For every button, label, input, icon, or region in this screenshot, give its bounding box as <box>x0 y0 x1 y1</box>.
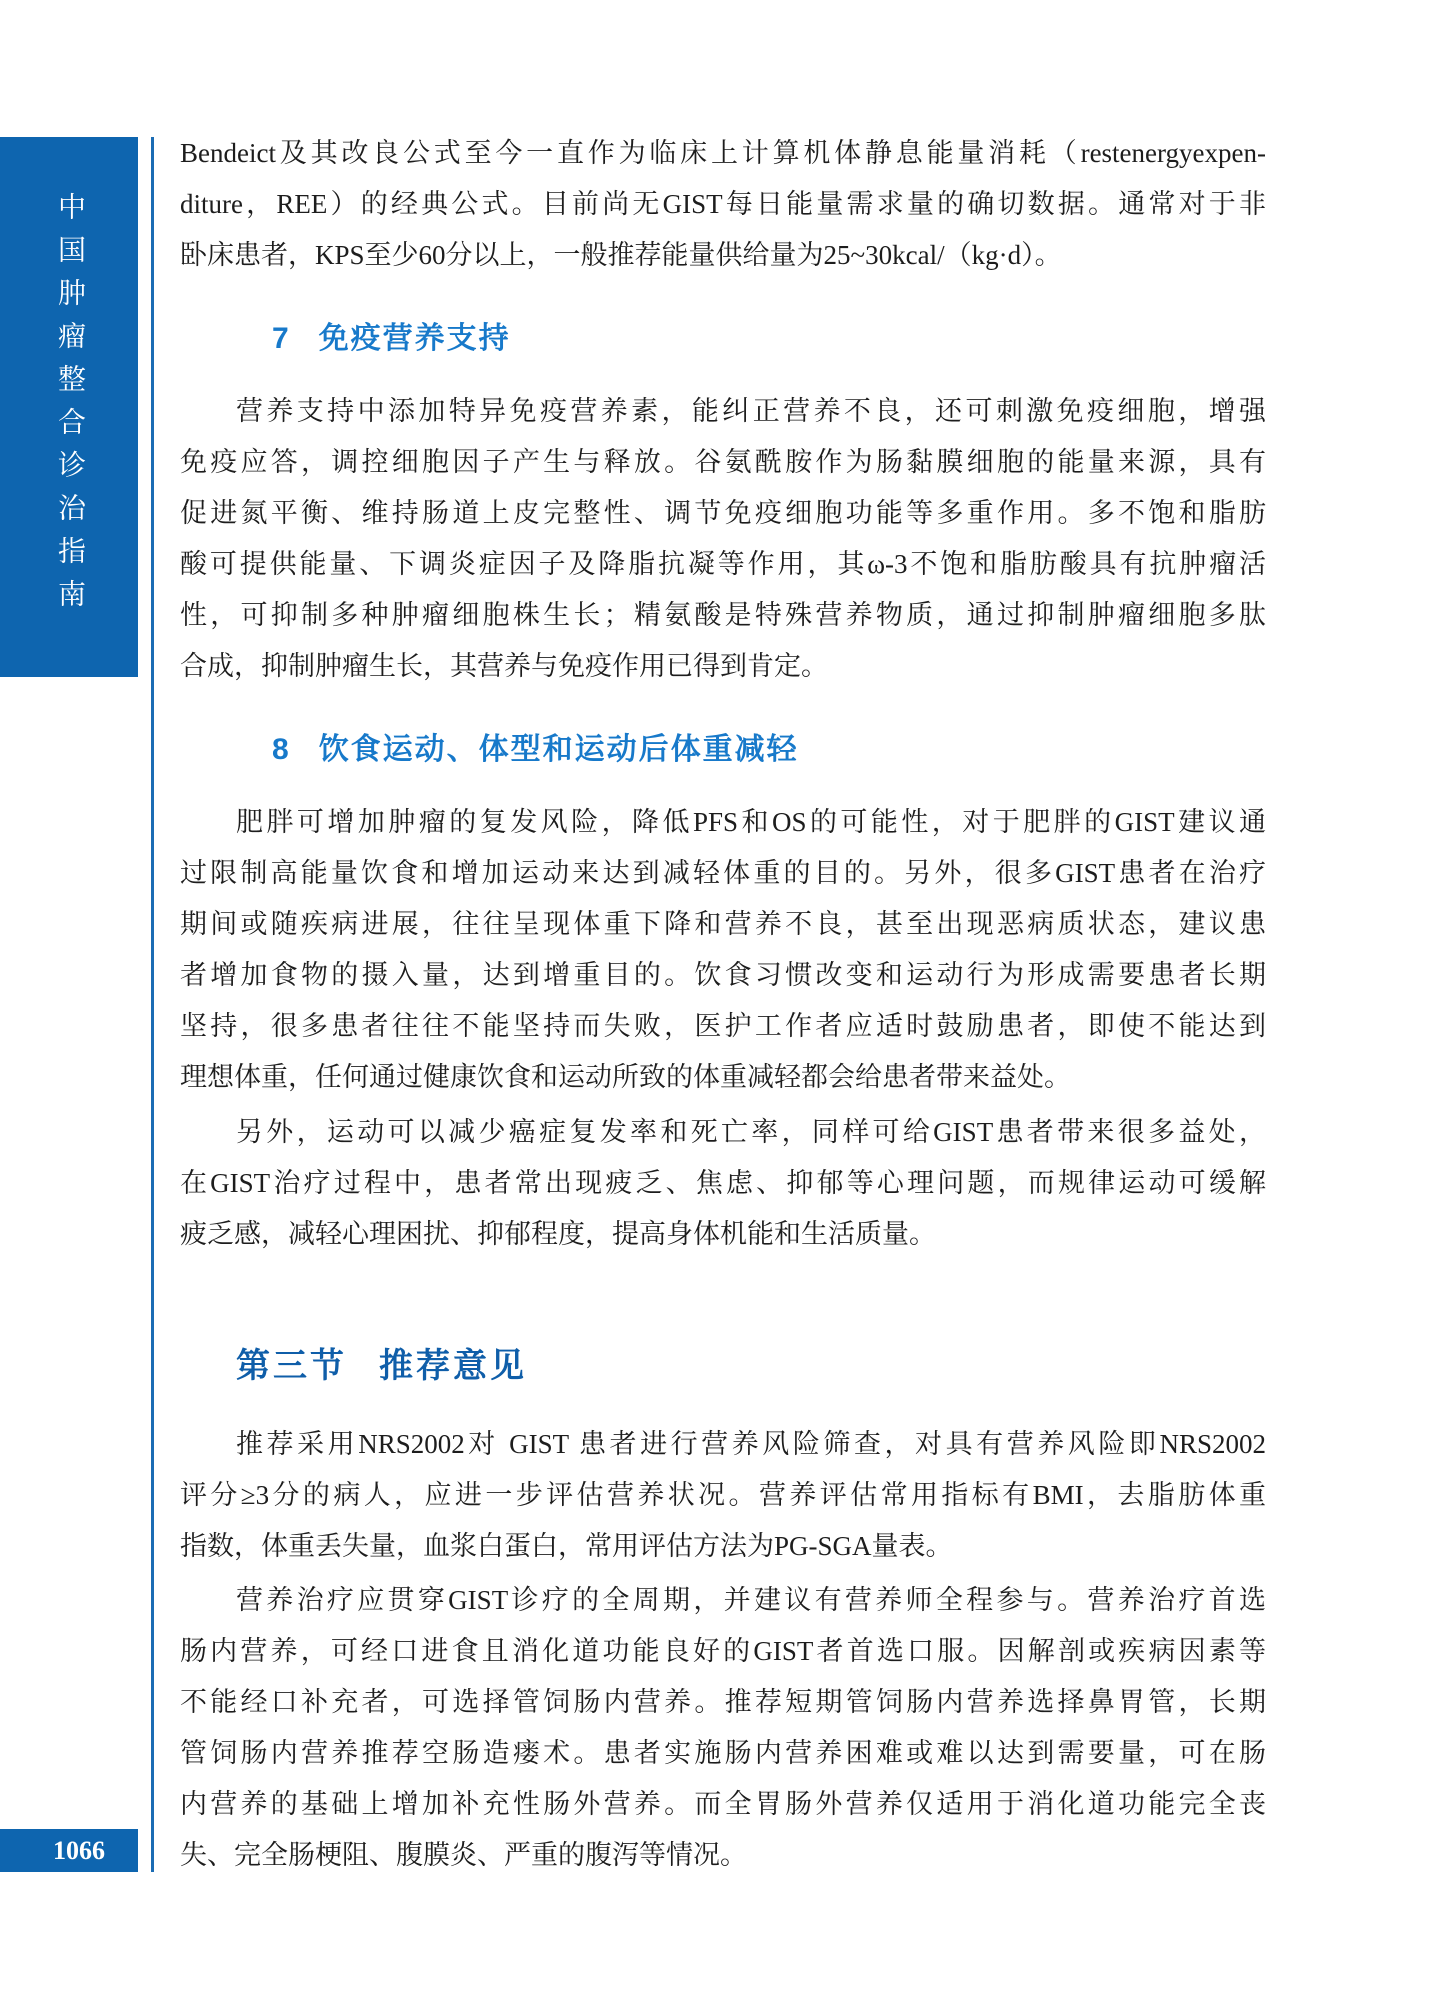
spine-title: 中国肿瘤整合诊治指南 <box>54 192 85 622</box>
paragraph-line: 坚持，很多患者往往不能坚持而失败，医护工作者应适时鼓励患者，即使不能达到 <box>180 1011 1266 1041</box>
paragraph-line: 理想体重，任何通过健康饮食和运动所致的体重减轻都会给患者带来益处。 <box>180 1062 1071 1092</box>
paragraph-line: 评分≥3分的病人，应进一步评估营养状况。营养评估常用指标有BMI，去脂肪体重 <box>180 1480 1266 1510</box>
paragraph-line: 营养治疗应贯穿GIST诊疗的全周期，并建议有营养师全程参与。营养治疗首选 <box>236 1585 1266 1615</box>
heading-recommendations <box>236 1342 1266 1392</box>
heading-diet-exercise <box>180 728 1266 772</box>
heading-title: 免疫营养支持 <box>318 322 511 355</box>
paragraph-line: 失、完全肠梗阻、腹膜炎、严重的腹泻等情况。 <box>180 1840 747 1870</box>
paragraph-line: 疲乏感，减轻心理困扰、抑郁程度，提高身体机能和生活质量。 <box>180 1219 936 1249</box>
para-immune-nutrition <box>180 386 1266 692</box>
para-energy-formula <box>180 128 1266 281</box>
para-obesity <box>180 797 1266 1103</box>
heading-number: 8 <box>272 733 291 766</box>
paragraph-line: 在GIST治疗过程中，患者常出现疲乏、焦虑、抑郁等心理问题，而规律运动可缓解 <box>180 1168 1266 1198</box>
paragraph-line: 肠内营养，可经口进食且消化道功能良好的GIST者首选口服。因解剖或疾病因素等 <box>180 1636 1266 1666</box>
paragraph-line: 肥胖可增加肿瘤的复发风险，降低PFS和OS的可能性，对于肥胖的GIST建议通 <box>236 807 1266 837</box>
paragraph-line: 者增加食物的摄入量，达到增重目的。饮食习惯改变和运动行为形成需要患者长期 <box>180 960 1266 990</box>
heading-number: 7 <box>272 322 291 355</box>
paragraph-line: 免疫应答，调控细胞因子产生与释放。谷氨酰胺作为肠黏膜细胞的能量来源，具有 <box>180 447 1266 477</box>
paragraph-line: 指数，体重丢失量，血浆白蛋白，常用评估方法为PG-SGA量表。 <box>180 1531 953 1561</box>
paragraph-line: 酸可提供能量、下调炎症因子及降脂抗凝等作用，其ω-3不饱和脂肪酸具有抗肿瘤活 <box>180 549 1266 579</box>
paragraph-line: 推荐采用NRS2002对 GIST 患者进行营养风险筛查，对具有营养风险即NRS2002 <box>236 1429 1266 1459</box>
section-title: 推荐意见 <box>379 1348 527 1385</box>
page-number-badge <box>0 1829 138 1872</box>
paragraph-line: 性，可抑制多种肿瘤细胞株生长；精氨酸是特殊营养物质，通过抑制肿瘤细胞多肽 <box>180 600 1266 630</box>
vertical-divider-rule <box>151 137 154 1872</box>
content-column <box>180 128 1266 1881</box>
heading-title: 饮食运动、体型和运动后体重减轻 <box>318 733 799 766</box>
page-number: 1066 <box>53 1835 105 1865</box>
para-exercise-benefit <box>180 1107 1266 1260</box>
paragraph-line: 促进氮平衡、维持肠道上皮完整性、调节免疫细胞功能等多重作用。多不饱和脂肪 <box>180 498 1266 528</box>
paragraph-line: 不能经口补充者，可选择管饲肠内营养。推荐短期管饲肠内营养选择鼻胃管，长期 <box>180 1687 1266 1717</box>
heading-immune-nutrition <box>180 317 1266 361</box>
paragraph-line: Bendeict及其改良公式至今一直作为临床上计算机体静息能量消耗（restenergyexpen- <box>180 138 1266 168</box>
section-label: 第三节 <box>236 1348 347 1385</box>
paragraph-line: 内营养的基础上增加补充性肠外营养。而全胃肠外营养仅适用于消化道功能完全丧 <box>180 1789 1266 1819</box>
paragraph-line: 管饲肠内营养推荐空肠造瘘术。患者实施肠内营养困难或难以达到需要量，可在肠 <box>180 1738 1266 1768</box>
paragraph-line: diture，REE）的经典公式。目前尚无GIST每日能量需求量的确切数据。通常对于非 <box>180 189 1266 219</box>
para-screening <box>180 1419 1266 1572</box>
spine-banner <box>0 137 138 677</box>
paragraph-line: 期间或随疾病进展，往往呈现体重下降和营养不良，甚至出现恶病质状态，建议患 <box>180 909 1266 939</box>
paragraph-line: 卧床患者，KPS至少60分以上，一般推荐能量供给量为25~30kcal/（kg·d）。 <box>180 240 1062 270</box>
paragraph-line: 过限制高能量饮食和增加运动来达到减轻体重的目的。另外，很多GIST患者在治疗 <box>180 858 1266 888</box>
para-nutrition-therapy <box>180 1575 1266 1881</box>
paragraph-line: 营养支持中添加特异免疫营养素，能纠正营养不良，还可刺激免疫细胞，增强 <box>236 396 1266 426</box>
paragraph-line: 另外，运动可以减少癌症复发率和死亡率，同样可给GIST患者带来很多益处， <box>236 1117 1266 1147</box>
paragraph-line: 合成，抑制肿瘤生长，其营养与免疫作用已得到肯定。 <box>180 651 828 681</box>
